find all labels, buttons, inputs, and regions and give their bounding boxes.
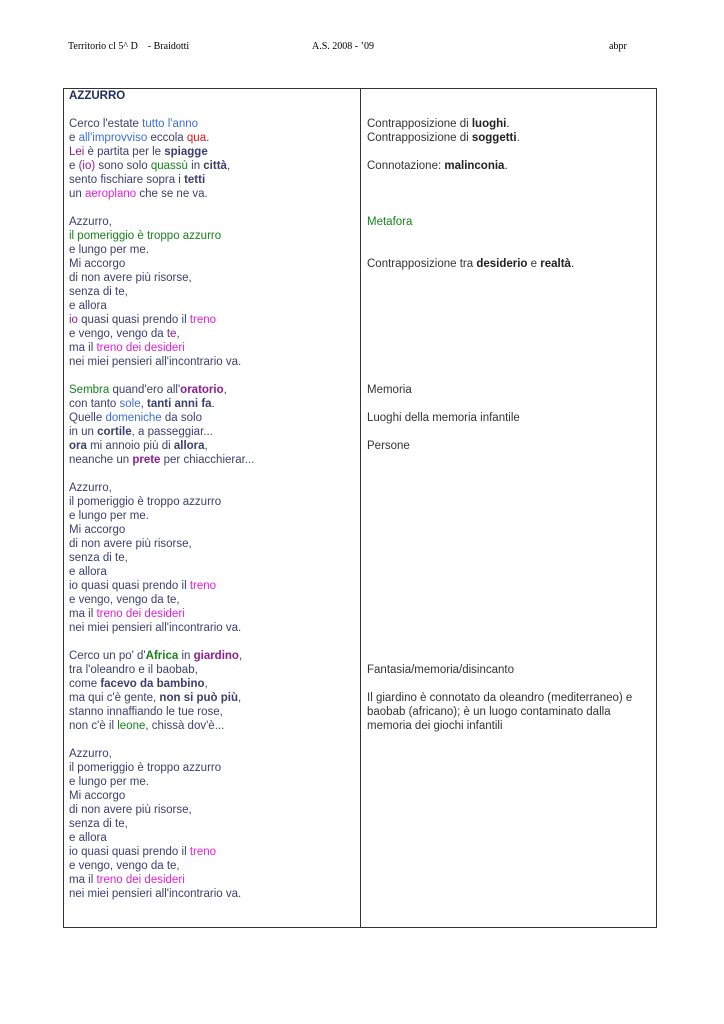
poem-line xyxy=(69,691,354,705)
poem-text-segment: treno dei desideri xyxy=(96,874,185,886)
poem-line xyxy=(69,299,354,313)
poem-line xyxy=(69,271,354,285)
poem-text-segment: ma il xyxy=(69,608,97,620)
poem-text-segment: eccola xyxy=(147,132,187,144)
poem-text-segment: mi annoio più di xyxy=(86,440,174,452)
poem-text-segment: , xyxy=(223,384,227,396)
poem-text-segment: in xyxy=(178,650,194,662)
header-right: abpr xyxy=(609,41,627,52)
poem-text-segment: , chissà dov'è... xyxy=(145,720,225,732)
poem-text-segment: che se ne va. xyxy=(136,188,208,200)
poem-line xyxy=(69,537,354,551)
poem-text-segment: tutto l'anno xyxy=(142,118,199,130)
poem-line xyxy=(69,705,354,719)
poem-line xyxy=(69,719,354,733)
poem-line xyxy=(69,159,354,173)
poem-text-segment: tanti anni fa xyxy=(147,398,212,410)
poem-text-segment: nei miei pensieri all'incontrario va. xyxy=(69,888,242,900)
poem-line xyxy=(69,425,354,439)
poem-text-segment: Cerco l'estate xyxy=(69,118,143,130)
poem-text-segment: treno dei desideri xyxy=(96,342,185,354)
poem-line xyxy=(69,887,354,901)
poem-line xyxy=(69,803,354,817)
column-divider xyxy=(360,89,361,927)
poem-text-segment: te xyxy=(166,328,177,340)
poem-text-segment: non c'è il xyxy=(69,720,118,732)
poem-text-segment: , xyxy=(238,692,242,704)
poem-text-segment: ma il xyxy=(69,342,97,354)
poem-text-segment: sono solo xyxy=(95,160,151,172)
note-fantasia: Fantasia/memoria/disincanto xyxy=(367,664,515,676)
poem-line xyxy=(69,845,354,859)
note-soggetti: Contrapposizione di soggetti. xyxy=(367,132,520,144)
poem-text-segment: neanche un xyxy=(69,454,133,466)
poem-line xyxy=(69,831,354,845)
note-luoghi: Contrapposizione di luoghi. xyxy=(367,118,510,130)
poem-text-segment: ma qui c'è gente, xyxy=(69,692,160,704)
poem-text-segment: il pomeriggio è troppo azzurro xyxy=(69,230,222,242)
poem-text-segment: e vengo, vengo da xyxy=(69,328,167,340)
poem-text-segment: treno dei desideri xyxy=(96,608,185,620)
poem-line xyxy=(69,397,354,411)
poem-text-segment: il pomeriggio è troppo azzurro xyxy=(69,496,222,508)
poem-line xyxy=(69,243,354,257)
poem-text-segment: e vengo, vengo da te, xyxy=(69,860,180,872)
poem-line xyxy=(69,565,354,579)
poem-line xyxy=(69,341,354,355)
poem-line xyxy=(69,383,354,397)
poem-text-segment: , xyxy=(204,440,208,452)
poem-line xyxy=(69,187,354,201)
poem-text-segment: io xyxy=(69,314,78,326)
poem-line xyxy=(69,495,354,509)
poem-line xyxy=(69,789,354,803)
poem-line xyxy=(69,747,354,761)
poem-line xyxy=(69,229,354,243)
poem-text-segment: allora xyxy=(173,440,205,452)
poem-text-segment: quasi quasi prendo il xyxy=(77,314,190,326)
poem-line xyxy=(69,327,354,341)
note-connotazione: Connotazione: malinconia. xyxy=(367,160,508,172)
poem-column xyxy=(69,89,354,901)
analysis-table xyxy=(63,88,657,928)
poem-line xyxy=(69,117,354,131)
poem-text-segment: ora xyxy=(69,440,87,452)
poem-text-segment: tra l'oleandro e il baobab, xyxy=(69,664,198,676)
poem-text-segment: di non avere più risorse, xyxy=(69,804,192,816)
poem-text-segment: e lungo per me. xyxy=(69,244,149,256)
poem-text-segment: , a passeggiar... xyxy=(131,426,213,438)
poem-text-segment: , xyxy=(204,678,208,690)
poem-text-segment: ma il xyxy=(69,874,97,886)
poem-text-segment: (io) xyxy=(78,160,96,172)
poem-text-segment: senza di te, xyxy=(69,286,128,298)
header-left: Territorio cl 5^ D - Braidotti xyxy=(68,41,190,52)
poem-text-segment: Mi accorgo xyxy=(69,524,126,536)
poem-text-segment: , xyxy=(238,650,243,662)
poem-text-segment: io quasi quasi prendo il xyxy=(69,846,190,858)
poem-line xyxy=(69,131,354,145)
note-giardino: Il giardino è connotato da oleandro (mediterraneo) e baobab (africano); è un luogo contaminato dalla memoria dei giochi infantili xyxy=(367,692,633,732)
poem-line xyxy=(69,509,354,523)
poem-text-segment: io quasi quasi prendo il xyxy=(69,580,190,592)
poem-line xyxy=(69,285,354,299)
poem-line xyxy=(69,607,354,621)
poem-text-segment: prete xyxy=(132,454,161,466)
poem-text-segment: il pomeriggio è troppo azzurro xyxy=(69,762,222,774)
poem-title: AZZURRO xyxy=(69,90,126,102)
note-luoghi-memoria: Luoghi della memoria infantile xyxy=(367,412,520,424)
poem-line xyxy=(69,761,354,775)
poem-text-segment: spiagge xyxy=(164,146,208,158)
poem-text-segment: tetti xyxy=(184,174,206,186)
poem-text-segment: è partita per le xyxy=(84,146,165,158)
poem-text-segment: in un xyxy=(69,426,98,438)
poem-text-segment: da solo xyxy=(161,412,202,424)
poem-line xyxy=(69,593,354,607)
poem-text-segment: in xyxy=(187,160,204,172)
poem-text-segment: di non avere più risorse, xyxy=(69,272,192,284)
poem-text-segment: quassù xyxy=(150,160,188,172)
poem-text-segment: domeniche xyxy=(105,412,162,424)
poem-text-segment: all'improvviso xyxy=(78,132,148,144)
poem-text-segment: Mi accorgo xyxy=(69,790,126,802)
poem-text-segment: un xyxy=(69,188,85,200)
poem-text-segment: stanno innaffiando le tue rose, xyxy=(69,706,223,718)
poem-text-segment: come xyxy=(69,678,101,690)
poem-line xyxy=(69,355,354,369)
poem-text-segment: con tanto xyxy=(69,398,120,410)
poem-line xyxy=(69,663,354,677)
poem-text-segment: treno xyxy=(189,314,217,326)
poem-line xyxy=(69,257,354,271)
poem-text-segment: facevo da bambino xyxy=(100,678,205,690)
poem-text-segment: e allora xyxy=(69,566,107,578)
poem-text-segment: Sembra xyxy=(69,384,110,396)
poem-text-segment: cortile xyxy=(97,426,132,438)
poem-text-segment: aeroplano xyxy=(85,188,137,200)
poem-body xyxy=(69,117,354,901)
poem-text-segment: e allora xyxy=(69,300,107,312)
poem-text-segment: oratorio xyxy=(180,384,224,396)
poem-text-segment: Azzurro, xyxy=(69,216,112,228)
poem-line xyxy=(69,173,354,187)
poem-text-segment: e vengo, vengo da te, xyxy=(69,594,180,606)
poem-text-segment: Mi accorgo xyxy=(69,258,126,270)
poem-text-segment: treno xyxy=(189,846,217,858)
poem-line xyxy=(69,481,354,495)
poem-text-segment: Cerco un po' d' xyxy=(69,650,146,662)
poem-text-segment: nei miei pensieri all'incontrario va. xyxy=(69,356,242,368)
poem-text-segment: e xyxy=(69,160,79,172)
poem-text-segment: Africa xyxy=(145,650,179,662)
poem-text-segment: nei miei pensieri all'incontrario va. xyxy=(69,622,242,634)
poem-line xyxy=(69,145,354,159)
poem-text-segment: per chiacchierar... xyxy=(160,454,255,466)
poem-text-segment: treno xyxy=(189,580,217,592)
poem-line xyxy=(69,551,354,565)
poem-text-segment: città xyxy=(203,160,227,172)
note-persone: Persone xyxy=(367,440,410,452)
poem-text-segment: e lungo per me. xyxy=(69,510,149,522)
header-school-year: A.S. 2008 - ’09 xyxy=(312,41,374,52)
poem-text-segment: qua xyxy=(186,132,207,144)
poem-line xyxy=(69,677,354,691)
poem-text-segment: di non avere più risorse, xyxy=(69,538,192,550)
poem-line xyxy=(69,817,354,831)
poem-text-segment: , xyxy=(176,328,180,340)
poem-line xyxy=(69,313,354,327)
poem-text-segment: Azzurro, xyxy=(69,748,112,760)
poem-text-segment: leone xyxy=(117,720,146,732)
poem-text-segment: sento fischiare sopra i xyxy=(69,174,185,186)
poem-line xyxy=(69,649,354,663)
poem-line xyxy=(69,215,354,229)
note-memoria: Memoria xyxy=(367,384,412,396)
poem-text-segment: e allora xyxy=(69,832,107,844)
poem-line xyxy=(69,439,354,453)
poem-text-segment: . xyxy=(206,132,210,144)
poem-text-segment: e lungo per me. xyxy=(69,776,149,788)
poem-text-segment: Lei xyxy=(69,146,85,158)
poem-line xyxy=(69,453,354,467)
poem-text-segment: e xyxy=(69,132,79,144)
notes-column xyxy=(367,89,653,733)
poem-line xyxy=(69,873,354,887)
poem-text-segment: senza di te, xyxy=(69,552,128,564)
poem-text-segment: quand'ero all' xyxy=(109,384,181,396)
poem-line xyxy=(69,579,354,593)
poem-text-segment: , xyxy=(226,160,231,172)
poem-text-segment: senza di te, xyxy=(69,818,128,830)
poem-text-segment: Azzurro, xyxy=(69,482,112,494)
poem-text-segment: giardino xyxy=(193,650,239,662)
poem-line xyxy=(69,411,354,425)
poem-text-segment: . xyxy=(211,398,215,410)
note-metafora: Metafora xyxy=(367,216,413,228)
poem-line xyxy=(69,859,354,873)
note-desiderio-realta: Contrapposizione tra desiderio e realtà. xyxy=(367,258,575,270)
poem-line xyxy=(69,523,354,537)
poem-text-segment: Quelle xyxy=(69,412,106,424)
poem-text-segment: non si può più xyxy=(159,692,238,704)
poem-line xyxy=(69,775,354,789)
poem-text-segment: , xyxy=(140,398,148,410)
poem-line xyxy=(69,621,354,635)
poem-text-segment: sole xyxy=(119,398,141,410)
